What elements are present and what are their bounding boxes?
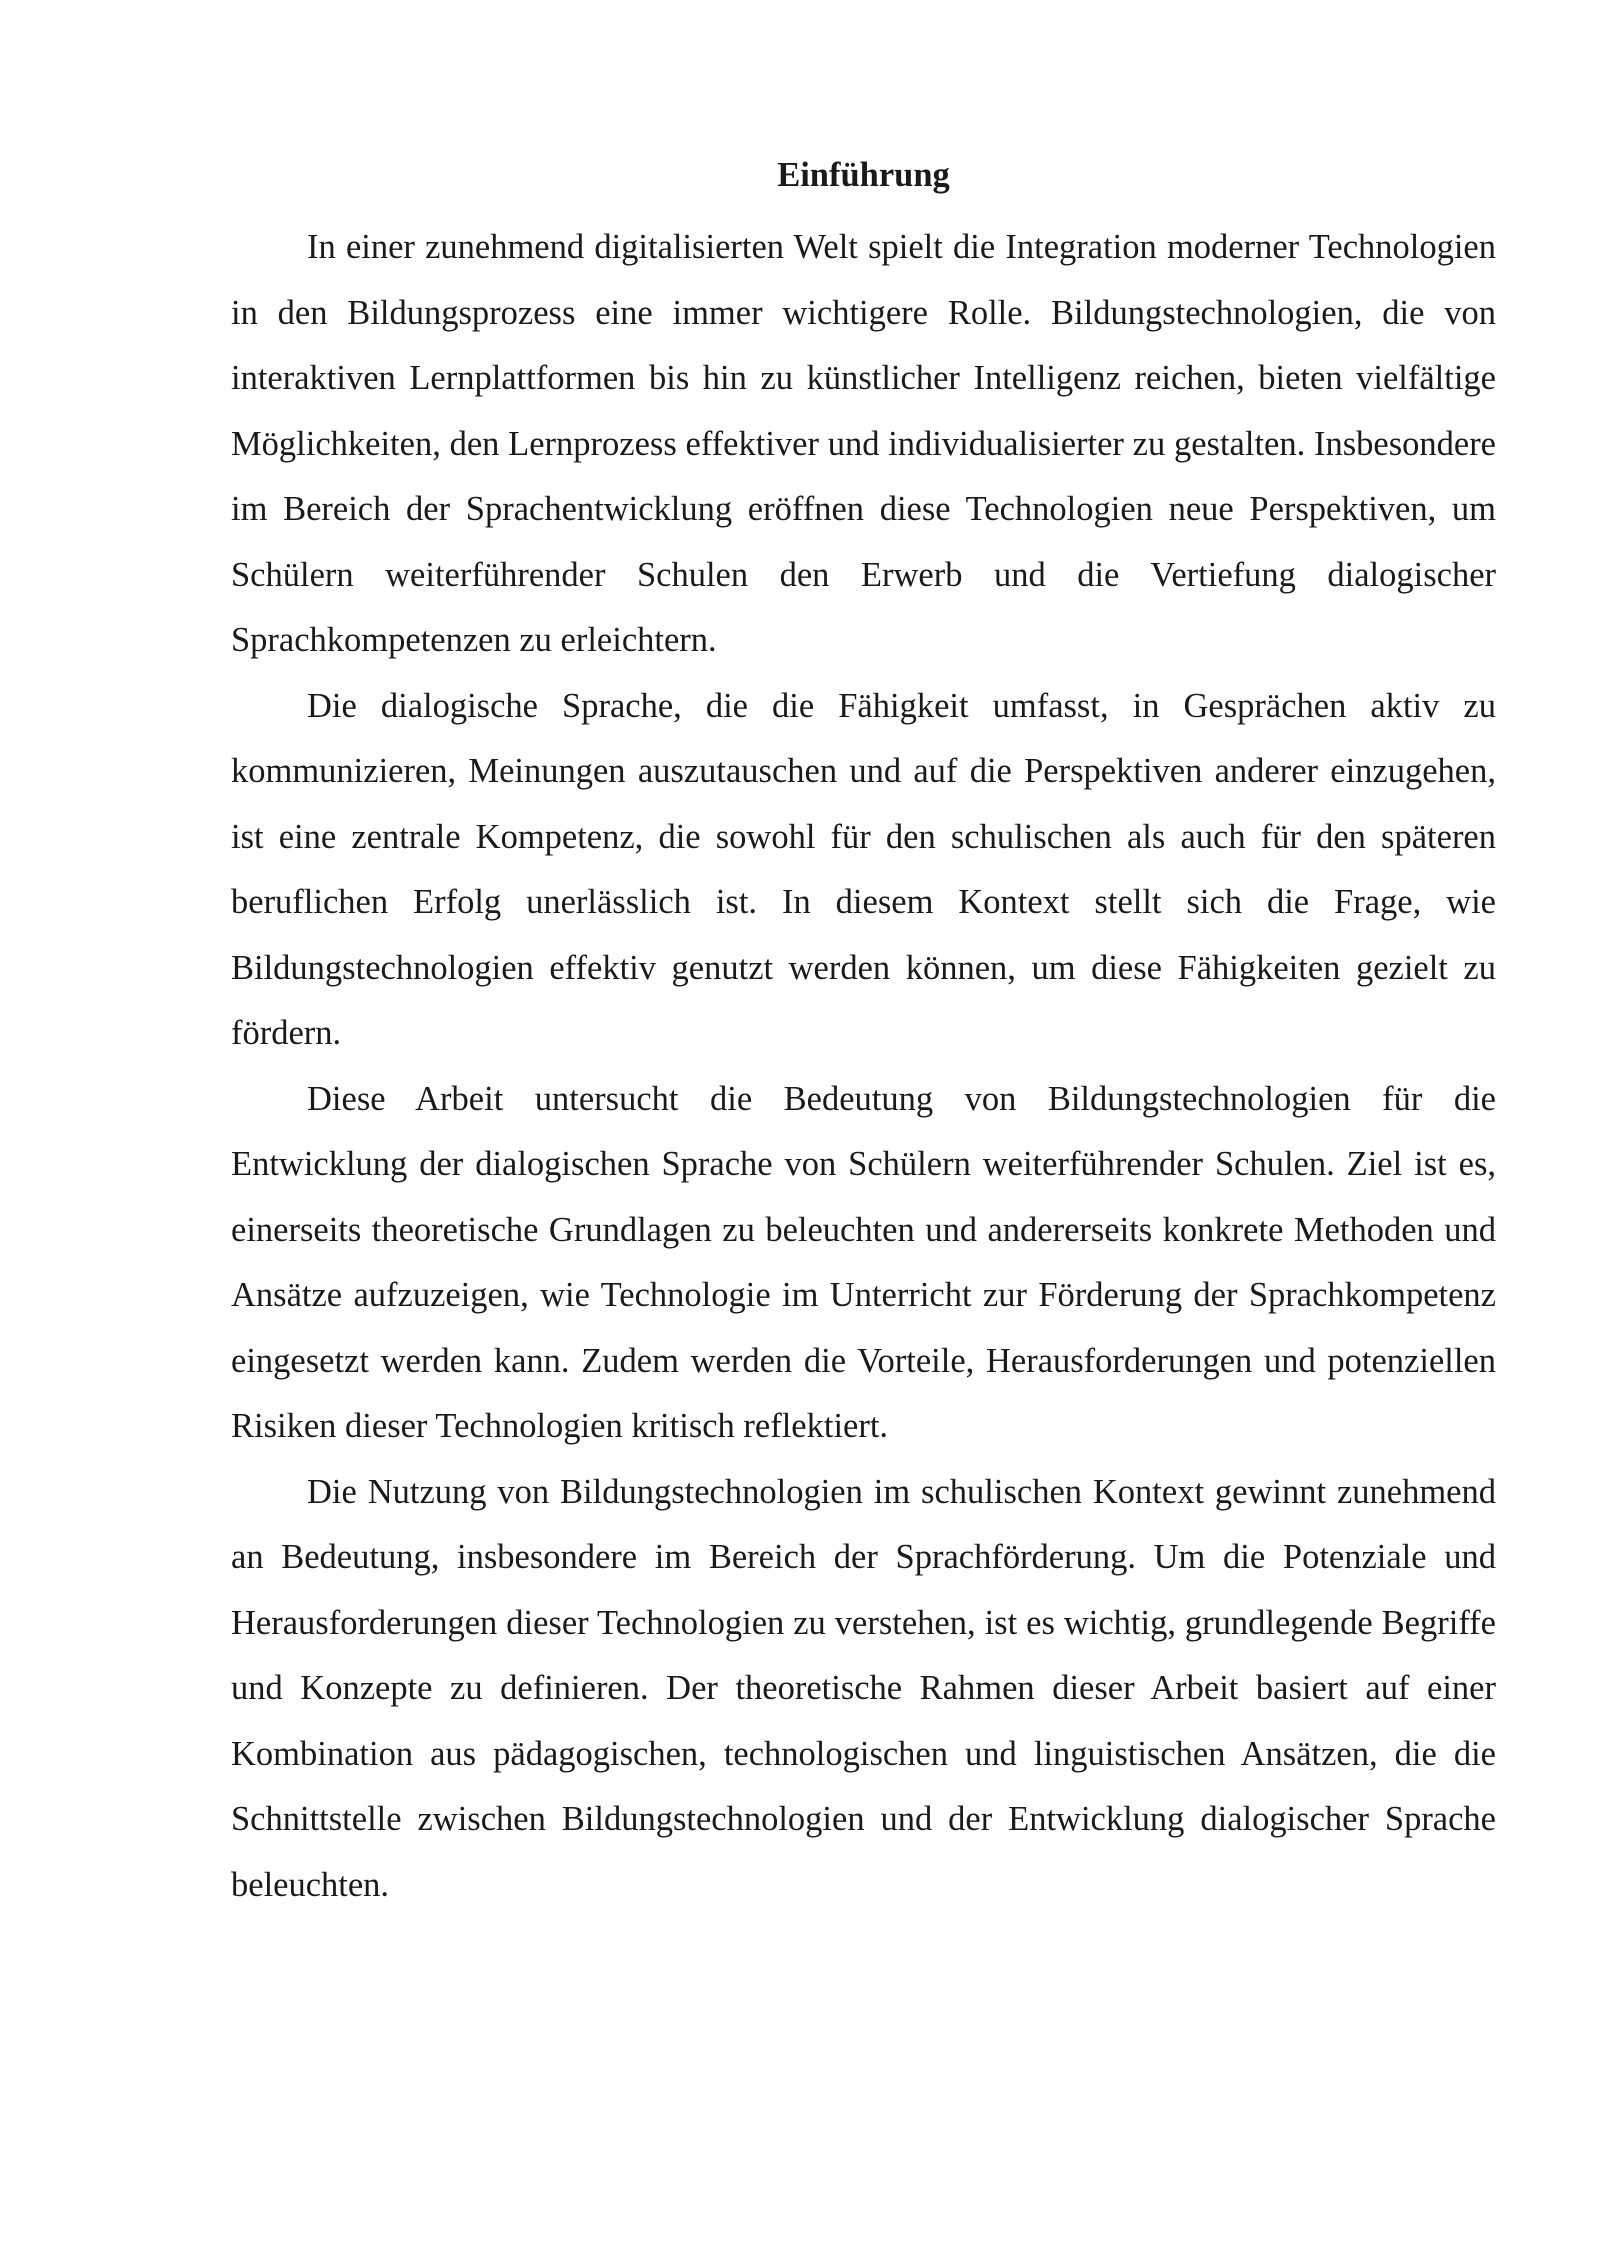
document-body [231,150,1496,1918]
document-title: Einführung [777,156,950,194]
paragraph-2: Die dialogische Sprache, die die Fähigkeit umfasst, in Gesprächen aktiv zu kommunizieren, Meinungen auszutauschen und auf die Perspektiven anderer einzugehen, ist eine zentrale Kompetenz, die sowohl für den schulischen als auch für den späteren beruflichen Erfolg unerlässlich ist. In diesem Kontext stellt sich die Frage, wie Bildungstechnologien effektiv genutzt werden können, um diese Fähigkeiten gezielt zu fördern. [231,686,1496,1052]
paragraph-4: Die Nutzung von Bildungstechnologien im schulischen Kontext gewinnt zunehmend an Bedeutung, insbesondere im Bereich der Sprachförderung. Um die Potenziale und Herausforderungen dieser Technologien zu verstehen, ist es wichtig, grundlegende Begriffe und Konzepte zu definieren. Der theoretische Rahmen dieser Arbeit basiert auf einer Kombination aus pädagogischen, technologischen und linguistischen Ansätzen, die die Schnittstelle zwischen Bildungstechnologien und der Entwicklung dialogischer Sprache beleuchten. [231,1472,1496,1904]
paragraph-1: In einer zunehmend digitalisierten Welt spielt die Integration moderner Technologien in den Bildungsprozess eine immer wichtigere Rolle. Bildungstechnologien, die von interaktiven Lernplattformen bis hin zu künstlicher Intelligenz reichen, bieten vielfältige Möglichkeiten, den Lernprozess effektiver und individualisierter zu gestalten. Insbesondere im Bereich der Sprachentwicklung eröffnen diese Technologien neue Perspektiven, um Schülern weiterführender Schulen den Erwerb und die Vertiefung dialogischer Sprachkompetenzen zu erleichtern. [231,228,1496,659]
paragraph-3: Diese Arbeit untersucht die Bedeutung von Bildungstechnologien für die Entwicklung der dialogischen Sprache von Schülern weiterführender Schulen. Ziel ist es, einerseits theoretische Grundlagen zu beleuchten und andererseits konkrete Methoden und Ansätze aufzuzeigen, wie Technologie im Unterricht zur Förderung der Sprachkompetenz eingesetzt werden kann. Zudem werden die Vorteile, Herausforderungen und potenziellen Risiken dieser Technologien kritisch reflektiert. [231,1079,1496,1445]
